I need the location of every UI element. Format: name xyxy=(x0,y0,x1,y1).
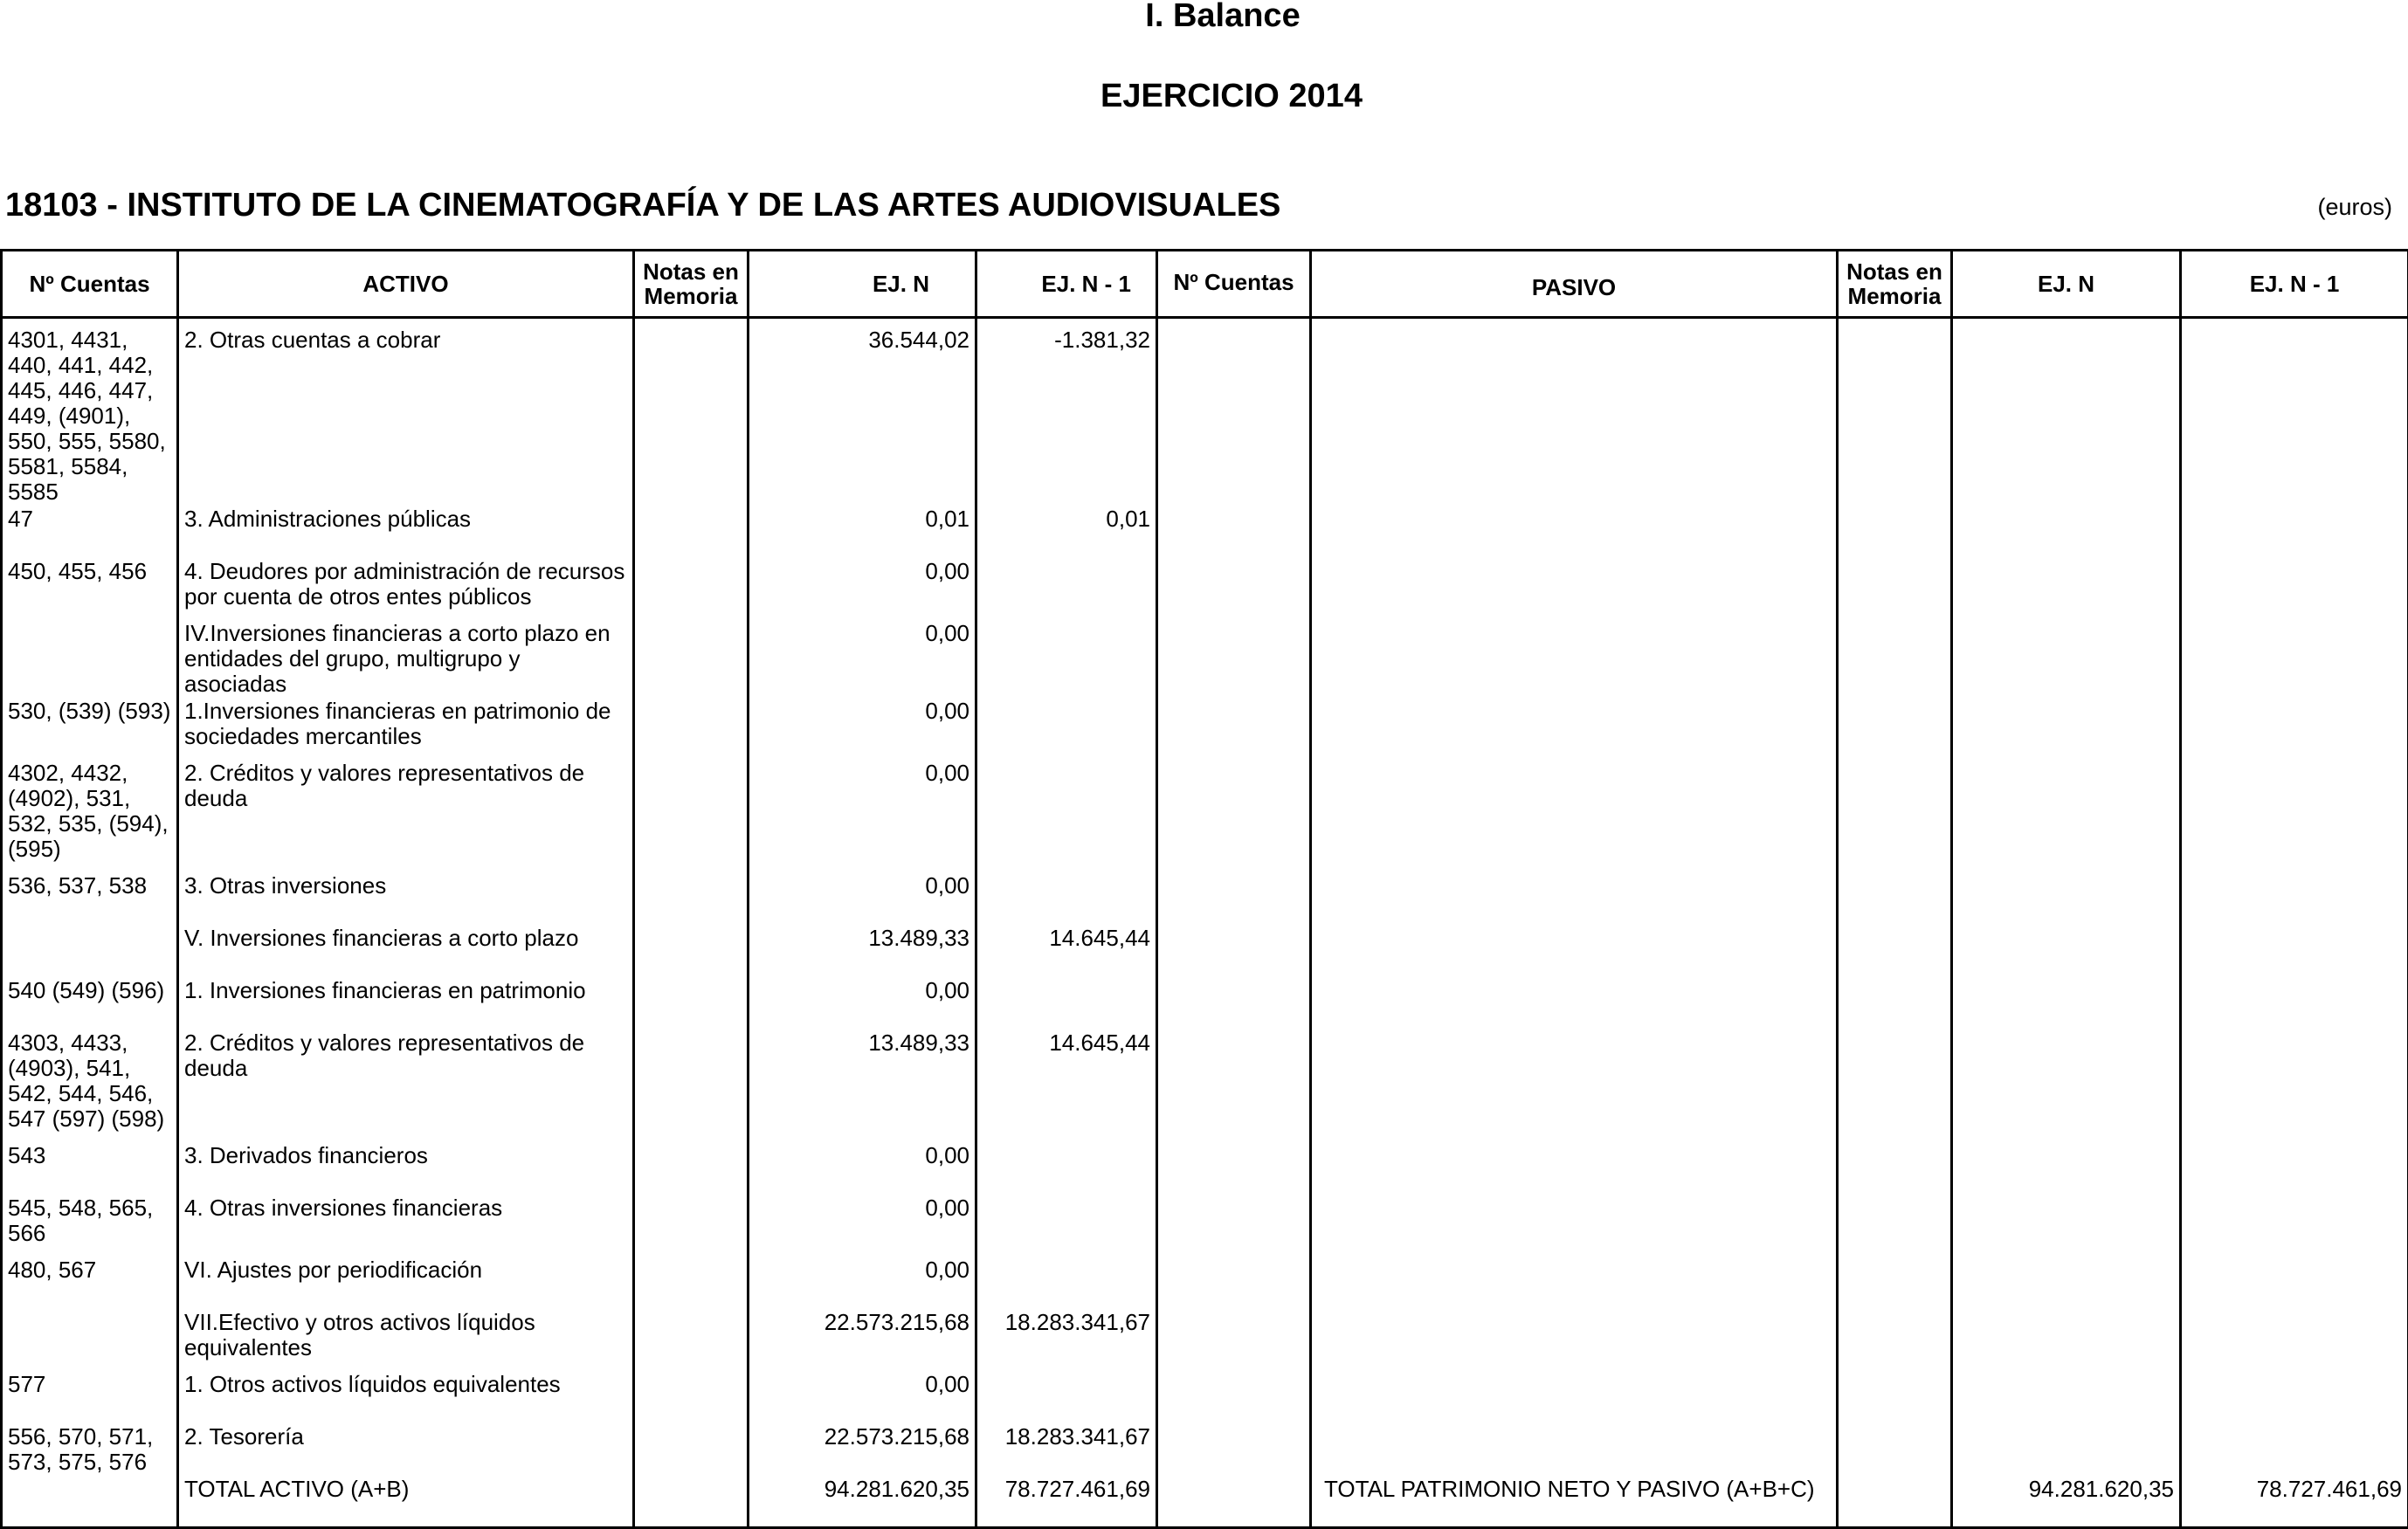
table-row xyxy=(2,1370,2408,1422)
ej-n-cell: 0,00 xyxy=(749,697,976,759)
pasivo-concepto-cell xyxy=(1311,1370,1838,1422)
table-body xyxy=(2,318,2408,1476)
notas-cell xyxy=(634,1422,749,1475)
ej-n-cell: 0,00 xyxy=(749,759,976,871)
notas-cell xyxy=(634,505,749,557)
cuentas-cell: 545, 548, 565, 566 xyxy=(2,1194,178,1256)
pasivo-concepto-cell xyxy=(1311,1308,1838,1370)
report-title: I. Balance xyxy=(0,0,2408,31)
ej-n-1-cell: 14.645,44 xyxy=(976,924,1157,976)
total-cuentas-pasivo xyxy=(1157,1475,1311,1527)
ej-n-cell: 0,00 xyxy=(749,1256,976,1308)
ej-n-cell: 22.573.215,68 xyxy=(749,1308,976,1370)
table-row xyxy=(2,557,2408,619)
col-header-ej-n: EJ. N xyxy=(749,251,976,318)
concepto-cell: 1. Inversiones financieras en patrimonio xyxy=(178,976,634,1029)
pasivo-cuentas-cell xyxy=(1157,1370,1311,1422)
pasivo-notas-cell xyxy=(1838,318,1952,506)
ej-n-1-cell xyxy=(976,1194,1157,1256)
cuentas-cell: 4302, 4432, (4902), 531, 532, 535, (594), (595) xyxy=(2,759,178,871)
pasivo-notas-cell xyxy=(1838,1422,1952,1475)
ej-n-1-cell: -1.381,32 xyxy=(976,318,1157,506)
pasivo-ej-n-1-cell xyxy=(2181,924,2408,976)
col-header-pasivo: PASIVO xyxy=(1311,251,1838,318)
pasivo-concepto-cell xyxy=(1311,1141,1838,1194)
col-header-cuentas: Nº Cuentas xyxy=(2,251,178,318)
cuentas-cell: 577 xyxy=(2,1370,178,1422)
total-pasivo-label: TOTAL PATRIMONIO NETO Y PASIVO (A+B+C) xyxy=(1311,1475,1838,1527)
table-row xyxy=(2,1422,2408,1475)
ej-n-1-cell: 14.645,44 xyxy=(976,1029,1157,1141)
concepto-cell: 2. Otras cuentas a cobrar xyxy=(178,318,634,506)
concepto-cell: V. Inversiones financieras a corto plazo xyxy=(178,924,634,976)
ej-n-cell: 36.544,02 xyxy=(749,318,976,506)
pasivo-ej-n-1-cell xyxy=(2181,1029,2408,1141)
fiscal-year-title: EJERCICIO 2014 xyxy=(0,77,2408,115)
table-row xyxy=(2,759,2408,871)
cuentas-cell xyxy=(2,924,178,976)
pasivo-cuentas-cell xyxy=(1157,1422,1311,1475)
col-header-activo: ACTIVO xyxy=(178,251,634,318)
total-activo-ej-n: 94.281.620,35 xyxy=(749,1475,976,1527)
total-pasivo-ej-n-1: 78.727.461,69 xyxy=(2181,1475,2408,1527)
balance-table xyxy=(0,249,2408,1529)
pasivo-ej-n-cell xyxy=(1952,1370,2181,1422)
table-row xyxy=(2,1029,2408,1141)
col-header-ej-n-pasivo: EJ. N xyxy=(1952,251,2181,318)
pasivo-cuentas-cell xyxy=(1157,557,1311,619)
pasivo-ej-n-cell xyxy=(1952,1141,2181,1194)
ej-n-cell: 0,00 xyxy=(749,1141,976,1194)
pasivo-notas-cell xyxy=(1838,697,1952,759)
concepto-cell: 4. Deudores por administración de recursos por cuenta de otros entes públicos xyxy=(178,557,634,619)
pasivo-ej-n-1-cell xyxy=(2181,557,2408,619)
ej-n-1-cell: 0,01 xyxy=(976,505,1157,557)
entity-name: 18103 - INSTITUTO DE LA CINEMATOGRAFÍA Y DE LAS ARTES AUDIOVISUALES xyxy=(5,186,1280,224)
pasivo-cuentas-cell xyxy=(1157,619,1311,697)
pasivo-cuentas-cell xyxy=(1157,697,1311,759)
concepto-cell: 1. Otros activos líquidos equivalentes xyxy=(178,1370,634,1422)
pasivo-ej-n-cell xyxy=(1952,1422,2181,1475)
cuentas-cell xyxy=(2,619,178,697)
pasivo-ej-n-1-cell xyxy=(2181,1422,2408,1475)
pasivo-ej-n-cell xyxy=(1952,1308,2181,1370)
ej-n-1-cell: 18.283.341,67 xyxy=(976,1422,1157,1475)
table-row xyxy=(2,1194,2408,1256)
pasivo-concepto-cell xyxy=(1311,759,1838,871)
notas-cell xyxy=(634,1141,749,1194)
ej-n-cell: 0,00 xyxy=(749,1370,976,1422)
pasivo-concepto-cell xyxy=(1311,1256,1838,1308)
table-row xyxy=(2,871,2408,924)
ej-n-1-cell xyxy=(976,1141,1157,1194)
total-cuentas xyxy=(2,1475,178,1527)
pasivo-cuentas-cell xyxy=(1157,1141,1311,1194)
pasivo-concepto-cell xyxy=(1311,1422,1838,1475)
table-row xyxy=(2,1141,2408,1194)
pasivo-ej-n-cell xyxy=(1952,1029,2181,1141)
pasivo-concepto-cell xyxy=(1311,1194,1838,1256)
pasivo-notas-cell xyxy=(1838,619,1952,697)
pasivo-ej-n-1-cell xyxy=(2181,697,2408,759)
cuentas-cell: 536, 537, 538 xyxy=(2,871,178,924)
pasivo-notas-cell xyxy=(1838,1256,1952,1308)
cuentas-cell: 47 xyxy=(2,505,178,557)
ej-n-1-cell xyxy=(976,871,1157,924)
cuentas-cell xyxy=(2,1308,178,1370)
notas-cell xyxy=(634,1194,749,1256)
cuentas-cell: 556, 570, 571, 573, 575, 576 xyxy=(2,1422,178,1475)
pasivo-ej-n-cell xyxy=(1952,505,2181,557)
pasivo-ej-n-cell xyxy=(1952,871,2181,924)
ej-n-1-cell: 18.283.341,67 xyxy=(976,1308,1157,1370)
pasivo-ej-n-1-cell xyxy=(2181,1141,2408,1194)
notas-cell xyxy=(634,924,749,976)
pasivo-cuentas-cell xyxy=(1157,318,1311,506)
pasivo-ej-n-cell xyxy=(1952,1194,2181,1256)
pasivo-cuentas-cell xyxy=(1157,871,1311,924)
pasivo-concepto-cell xyxy=(1311,505,1838,557)
notas-cell xyxy=(634,1308,749,1370)
pasivo-ej-n-cell xyxy=(1952,976,2181,1029)
notas-cell xyxy=(634,318,749,506)
pasivo-cuentas-cell xyxy=(1157,976,1311,1029)
concepto-cell: 1.Inversiones financieras en patrimonio de sociedades mercantiles xyxy=(178,697,634,759)
pasivo-notas-cell xyxy=(1838,759,1952,871)
table-row xyxy=(2,1256,2408,1308)
pasivo-ej-n-1-cell xyxy=(2181,1194,2408,1256)
pasivo-ej-n-cell xyxy=(1952,924,2181,976)
total-activo-ej-n-1: 78.727.461,69 xyxy=(976,1475,1157,1527)
pasivo-ej-n-1-cell xyxy=(2181,976,2408,1029)
pasivo-cuentas-cell xyxy=(1157,505,1311,557)
ej-n-cell: 13.489,33 xyxy=(749,1029,976,1141)
cuentas-cell: 480, 567 xyxy=(2,1256,178,1308)
concepto-cell: 3. Derivados financieros xyxy=(178,1141,634,1194)
pasivo-notas-cell xyxy=(1838,1370,1952,1422)
currency-units: (euros) xyxy=(2317,192,2392,222)
pasivo-concepto-cell xyxy=(1311,1029,1838,1141)
ej-n-cell: 0,00 xyxy=(749,557,976,619)
pasivo-concepto-cell xyxy=(1311,871,1838,924)
ej-n-1-cell xyxy=(976,697,1157,759)
ej-n-cell: 22.573.215,68 xyxy=(749,1422,976,1475)
pasivo-notas-cell xyxy=(1838,1141,1952,1194)
pasivo-ej-n-cell xyxy=(1952,557,2181,619)
cuentas-cell: 450, 455, 456 xyxy=(2,557,178,619)
col-header-notas-pasivo: Notas en Memoria xyxy=(1838,251,1952,318)
pasivo-concepto-cell xyxy=(1311,976,1838,1029)
concepto-cell: 3. Administraciones públicas xyxy=(178,505,634,557)
notas-cell xyxy=(634,697,749,759)
concepto-cell: VI. Ajustes por periodificación xyxy=(178,1256,634,1308)
table-row xyxy=(2,505,2408,557)
ej-n-cell: 0,00 xyxy=(749,1194,976,1256)
pasivo-ej-n-1-cell xyxy=(2181,1308,2408,1370)
table-row xyxy=(2,924,2408,976)
pasivo-concepto-cell xyxy=(1311,318,1838,506)
ej-n-cell: 0,00 xyxy=(749,619,976,697)
pasivo-ej-n-cell xyxy=(1952,1256,2181,1308)
cuentas-cell: 543 xyxy=(2,1141,178,1194)
notas-cell xyxy=(634,557,749,619)
concepto-cell: 2. Créditos y valores representativos de deuda xyxy=(178,1029,634,1141)
cuentas-cell: 540 (549) (596) xyxy=(2,976,178,1029)
concepto-cell: 2. Créditos y valores representativos de deuda xyxy=(178,759,634,871)
ej-n-1-cell xyxy=(976,619,1157,697)
ej-n-cell: 13.489,33 xyxy=(749,924,976,976)
pasivo-ej-n-cell xyxy=(1952,318,2181,506)
notas-cell xyxy=(634,1370,749,1422)
pasivo-concepto-cell xyxy=(1311,557,1838,619)
concepto-cell: 3. Otras inversiones xyxy=(178,871,634,924)
ej-n-1-cell xyxy=(976,759,1157,871)
notas-cell xyxy=(634,1256,749,1308)
total-row xyxy=(2,1475,2408,1527)
cuentas-cell: 4303, 4433, (4903), 541, 542, 544, 546, 547 (597) (598) xyxy=(2,1029,178,1141)
notas-cell xyxy=(634,1029,749,1141)
concepto-cell: IV.Inversiones financieras a corto plazo en entidades del grupo, multigrupo y asociadas xyxy=(178,619,634,697)
col-header-notas: Notas en Memoria xyxy=(634,251,749,318)
pasivo-ej-n-1-cell xyxy=(2181,619,2408,697)
table-row xyxy=(2,1308,2408,1370)
notas-cell xyxy=(634,619,749,697)
notas-cell xyxy=(634,871,749,924)
pasivo-notas-cell xyxy=(1838,505,1952,557)
ej-n-1-cell xyxy=(976,1370,1157,1422)
pasivo-cuentas-cell xyxy=(1157,1256,1311,1308)
notas-cell xyxy=(634,976,749,1029)
pasivo-cuentas-cell xyxy=(1157,1308,1311,1370)
pasivo-notas-cell xyxy=(1838,871,1952,924)
ej-n-cell: 0,01 xyxy=(749,505,976,557)
total-pasivo-ej-n: 94.281.620,35 xyxy=(1952,1475,2181,1527)
pasivo-ej-n-cell xyxy=(1952,759,2181,871)
col-header-ej-n-1: EJ. N - 1 xyxy=(976,251,1157,318)
col-header-cuentas-pasivo: Nº Cuentas xyxy=(1157,251,1311,318)
pasivo-cuentas-cell xyxy=(1157,924,1311,976)
pasivo-notas-cell xyxy=(1838,557,1952,619)
table-row xyxy=(2,976,2408,1029)
cuentas-cell: 530, (539) (593) xyxy=(2,697,178,759)
ej-n-1-cell xyxy=(976,976,1157,1029)
pasivo-notas-cell xyxy=(1838,1194,1952,1256)
pasivo-ej-n-1-cell xyxy=(2181,1370,2408,1422)
pasivo-concepto-cell xyxy=(1311,697,1838,759)
pasivo-ej-n-cell xyxy=(1952,697,2181,759)
concepto-cell: VII.Efectivo y otros activos líquidos equivalentes xyxy=(178,1308,634,1370)
pasivo-notas-cell xyxy=(1838,1308,1952,1370)
total-notas-pasivo xyxy=(1838,1475,1952,1527)
table-row xyxy=(2,619,2408,697)
pasivo-ej-n-1-cell xyxy=(2181,759,2408,871)
pasivo-ej-n-1-cell xyxy=(2181,1256,2408,1308)
pasivo-cuentas-cell xyxy=(1157,1029,1311,1141)
pasivo-concepto-cell xyxy=(1311,924,1838,976)
concepto-cell: 4. Otras inversiones financieras xyxy=(178,1194,634,1256)
pasivo-notas-cell xyxy=(1838,976,1952,1029)
pasivo-ej-n-cell xyxy=(1952,619,2181,697)
total-activo-label: TOTAL ACTIVO (A+B) xyxy=(178,1475,634,1527)
pasivo-notas-cell xyxy=(1838,924,1952,976)
pasivo-notas-cell xyxy=(1838,1029,1952,1141)
pasivo-ej-n-1-cell xyxy=(2181,871,2408,924)
pasivo-cuentas-cell xyxy=(1157,1194,1311,1256)
concepto-cell: 2. Tesorería xyxy=(178,1422,634,1475)
table-row xyxy=(2,318,2408,506)
ej-n-1-cell xyxy=(976,1256,1157,1308)
pasivo-ej-n-1-cell xyxy=(2181,505,2408,557)
pasivo-ej-n-1-cell xyxy=(2181,318,2408,506)
total-notas xyxy=(634,1475,749,1527)
ej-n-cell: 0,00 xyxy=(749,976,976,1029)
ej-n-cell: 0,00 xyxy=(749,871,976,924)
col-header-ej-n-1-pasivo: EJ. N - 1 xyxy=(2181,251,2408,318)
notas-cell xyxy=(634,759,749,871)
table-row xyxy=(2,697,2408,759)
cuentas-cell: 4301, 4431, 440, 441, 442, 445, 446, 447, 449, (4901), 550, 555, 5580, 5581, 5584, 5585 xyxy=(2,318,178,506)
pasivo-concepto-cell xyxy=(1311,619,1838,697)
table-header-row xyxy=(2,251,2408,318)
pasivo-cuentas-cell xyxy=(1157,759,1311,871)
ej-n-1-cell xyxy=(976,557,1157,619)
